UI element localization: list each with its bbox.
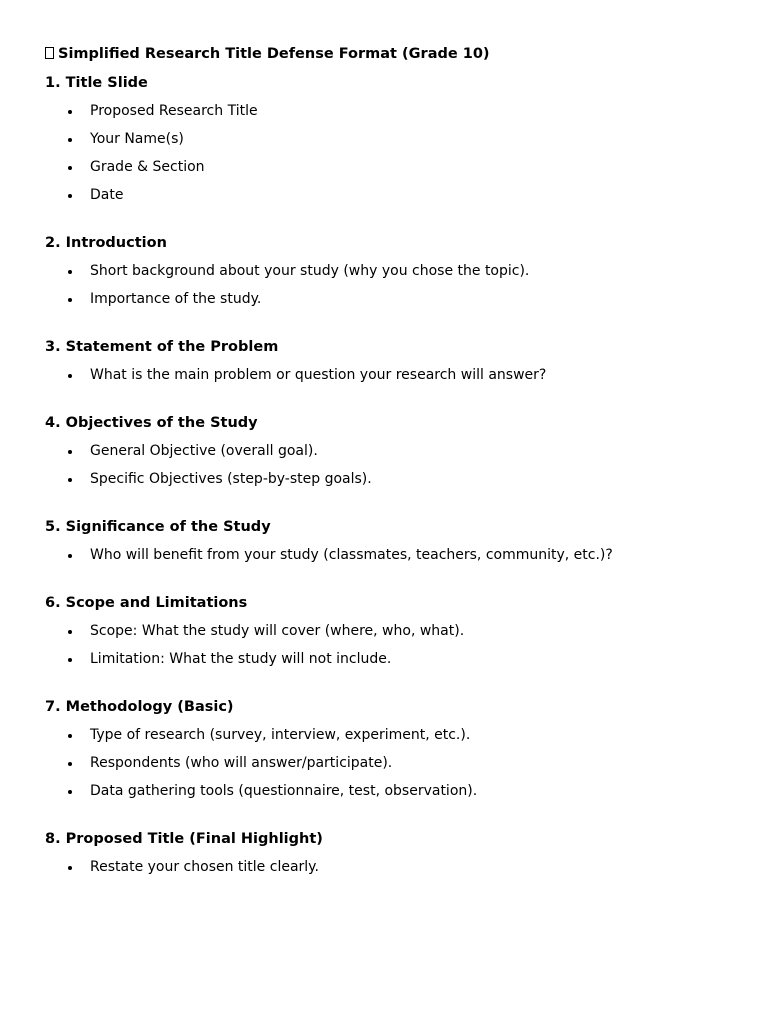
list-item-text: Limitation: What the study will not include. [90, 651, 392, 667]
list-item-text: Short background about your study (why you chose the topic). [90, 263, 530, 279]
document-title-row [45, 44, 768, 64]
bullet-list [45, 857, 768, 877]
bullet-icon [68, 790, 72, 794]
bullet-icon [68, 734, 72, 738]
list-item-text: Scope: What the study will cover (where, who, what). [90, 623, 465, 639]
section-heading: 8. Proposed Title (Final Highlight) [45, 831, 323, 847]
section-significance [45, 517, 768, 565]
section-objectives [45, 413, 768, 489]
bullet-icon [68, 450, 72, 454]
bullet-icon [68, 194, 72, 198]
list-item [45, 185, 768, 205]
bullet-icon [68, 658, 72, 662]
section-heading: 6. Scope and Limitations [45, 595, 248, 611]
list-item-text: Type of research (survey, interview, experiment, etc.). [90, 727, 471, 743]
section-proposed-title [45, 829, 768, 877]
list-item-text: Grade & Section [90, 159, 205, 175]
bullet-icon [68, 630, 72, 634]
section-methodology [45, 697, 768, 801]
bullet-icon [68, 166, 72, 170]
list-item [45, 261, 768, 281]
list-item [45, 857, 768, 877]
list-item [45, 129, 768, 149]
list-item-text: Specific Objectives (step-by-step goals). [90, 471, 372, 487]
list-item [45, 725, 768, 745]
list-item-text: Date [90, 187, 124, 203]
list-item [45, 649, 768, 669]
list-item [45, 469, 768, 489]
section-heading: 7. Methodology (Basic) [45, 699, 234, 715]
list-item [45, 621, 768, 641]
section-statement-of-problem [45, 337, 768, 385]
section-heading: 2. Introduction [45, 235, 167, 251]
list-item-text: Respondents (who will answer/participate). [90, 755, 393, 771]
section-heading: 1. Title Slide [45, 75, 148, 91]
list-item-text: Importance of the study. [90, 291, 262, 307]
list-item [45, 101, 768, 121]
bullet-list [45, 545, 768, 565]
bullet-icon [68, 138, 72, 142]
bullet-icon [68, 478, 72, 482]
list-item [45, 753, 768, 773]
bullet-icon [68, 298, 72, 302]
bullet-list [45, 365, 768, 385]
list-item-text: General Objective (overall goal). [90, 443, 318, 459]
bullet-list [45, 101, 768, 205]
bullet-list [45, 261, 768, 309]
section-heading: 3. Statement of the Problem [45, 339, 279, 355]
list-item-text: Data gathering tools (questionnaire, test, observation). [90, 783, 478, 799]
bullet-list [45, 441, 768, 489]
bullet-icon [68, 554, 72, 558]
section-introduction [45, 233, 768, 309]
missing-glyph-icon [45, 47, 54, 59]
document-title: Simplified Research Title Defense Format (Grade 10) [58, 46, 490, 62]
bullet-icon [68, 270, 72, 274]
list-item [45, 365, 768, 385]
list-item-text: What is the main problem or question your research will answer? [90, 367, 547, 383]
bullet-icon [68, 866, 72, 870]
list-item-text: Proposed Research Title [90, 103, 258, 119]
section-scope-limitations [45, 593, 768, 669]
list-item [45, 441, 768, 461]
section-heading: 5. Significance of the Study [45, 519, 271, 535]
bullet-icon [68, 374, 72, 378]
list-item-text: Your Name(s) [90, 131, 184, 147]
bullet-list [45, 725, 768, 801]
bullet-icon [68, 110, 72, 114]
section-heading: 4. Objectives of the Study [45, 415, 258, 431]
list-item [45, 781, 768, 801]
bullet-icon [68, 762, 72, 766]
list-item [45, 289, 768, 309]
bullet-list [45, 621, 768, 669]
section-title-slide [45, 73, 768, 205]
list-item [45, 545, 768, 565]
list-item-text: Who will benefit from your study (classmates, teachers, community, etc.)? [90, 547, 613, 563]
list-item-text: Restate your chosen title clearly. [90, 859, 319, 875]
list-item [45, 157, 768, 177]
